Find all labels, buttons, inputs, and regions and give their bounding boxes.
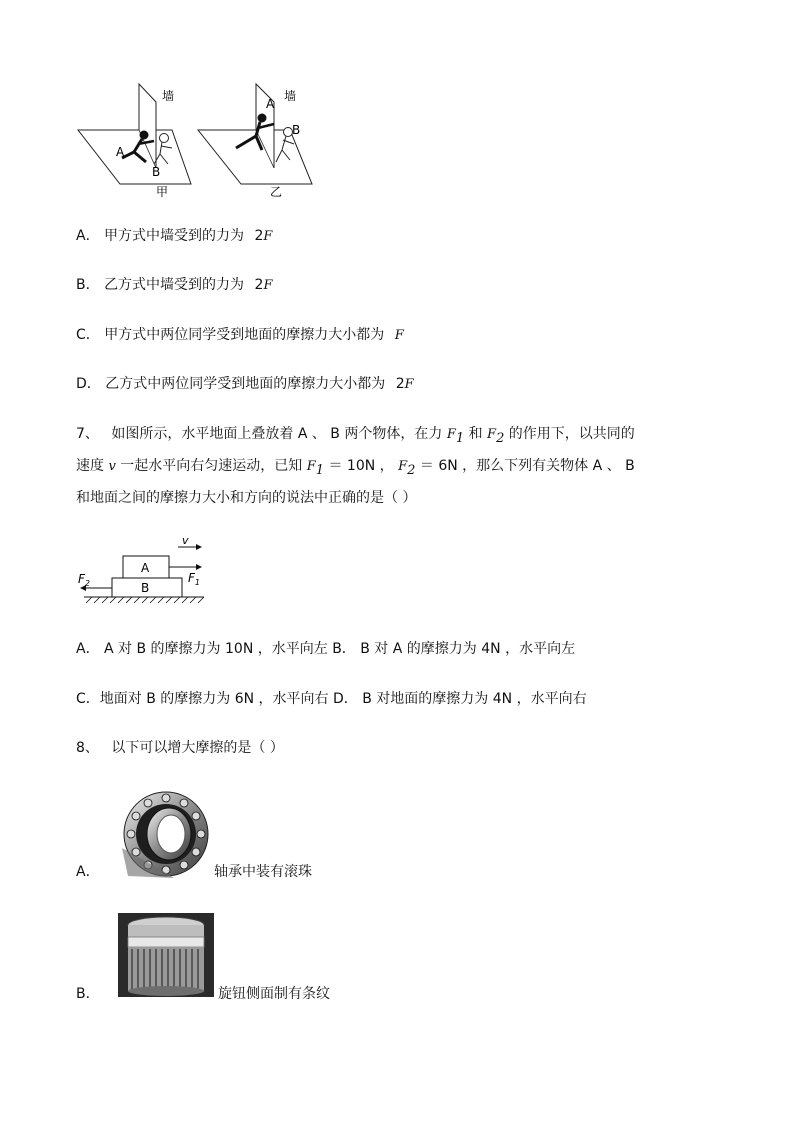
f2-label: $F_2$ — [78, 572, 90, 588]
ridged-knob-image — [118, 913, 214, 997]
option-letter: A — [76, 228, 86, 244]
person-a-label-right: A — [266, 97, 275, 111]
option-value: 2 — [254, 228, 264, 244]
velocity-label: v — [182, 536, 189, 547]
q8-question: 8、 以下可以增大摩擦的是（ ） — [76, 740, 284, 756]
option-text: 旋钮侧面制有条纹 — [218, 986, 330, 1002]
option-text: 甲方式中墙受到的力为 — [104, 228, 245, 244]
option-var: F — [263, 278, 273, 293]
q7-line-3: 和地面之间的摩擦力大小和方向的说法中正确的是（ ） — [76, 490, 417, 506]
option-value: 2 — [395, 376, 405, 392]
question-number: 7、 — [76, 426, 99, 442]
person-a-label-left: A — [116, 145, 125, 159]
wall-label-right: 墙 — [284, 89, 297, 103]
person-b-label-right: B — [292, 123, 301, 137]
block-b-label: B — [141, 581, 150, 595]
option-letter: C — [76, 327, 86, 343]
option-text: 乙方式中墙受到的力为 — [104, 277, 245, 293]
caption-yi: 乙 — [270, 185, 283, 199]
q8-option-a[interactable] — [76, 862, 312, 882]
q6-option-d[interactable]: D． 乙方式中两位同学受到地面的摩擦力大小都为 2F — [76, 376, 414, 392]
q7-line-1: 7、 如图所示，水平地面上叠放着 A 、 B 两个物体，在力 $F_1$ 和 $F_2$ 的作用下，以共同的 — [76, 426, 635, 446]
option-letter: A． — [76, 864, 100, 880]
figure-jia — [78, 84, 191, 199]
option-letter: B． — [76, 986, 100, 1002]
option-var: F — [263, 229, 273, 244]
q6-option-b[interactable]: B． 乙方式中墙受到的力为 2F — [76, 277, 273, 293]
q7-options-line-1[interactable]: A． A 对 B 的摩擦力为 10N ，水平向左 B． B 对 A 的摩擦力为 4N ，水平向左 — [76, 641, 576, 657]
q6-option-c[interactable]: C． 甲方式中两位同学受到地面的摩擦力大小都为 F — [76, 327, 404, 343]
block-a-label: A — [141, 561, 150, 575]
option-value: 2 — [254, 277, 264, 293]
figure-yi — [198, 84, 312, 199]
f1-label: $F_1$ — [188, 571, 200, 587]
blocks-figure — [76, 536, 206, 608]
ball-bearing-image — [114, 788, 212, 880]
q6-option-a[interactable]: A． 甲方式中墙受到的力为 2F — [76, 228, 273, 244]
option-var: F — [394, 328, 404, 343]
question-number: 8、 — [76, 740, 99, 756]
caption-jia: 甲 — [156, 185, 169, 199]
wall-push-figure — [76, 78, 336, 200]
person-b-label-left: B — [152, 165, 161, 179]
q7-options-line-2[interactable]: C．地面对 B 的摩擦力为 6N ，水平向右 D． B 对地面的摩擦力为 4N ，水平向右 — [76, 691, 587, 707]
option-letter: B — [76, 277, 86, 293]
q7-line-2: 速度 v 一起水平向右匀速运动，已知 $F_1 = 10N$ ， $F_2 = 6N$ ，那么下列有关物体 A 、 B — [76, 458, 635, 478]
option-var: F — [404, 377, 414, 392]
q8-option-b[interactable] — [76, 984, 330, 1004]
wall-label-left: 墙 — [162, 89, 175, 103]
option-text: 轴承中装有滚珠 — [214, 864, 312, 880]
option-text: 乙方式中两位同学受到地面的摩擦力大小都为 — [105, 376, 386, 392]
option-letter: D — [76, 376, 87, 392]
option-text: 甲方式中两位同学受到地面的摩擦力大小都为 — [104, 327, 385, 343]
